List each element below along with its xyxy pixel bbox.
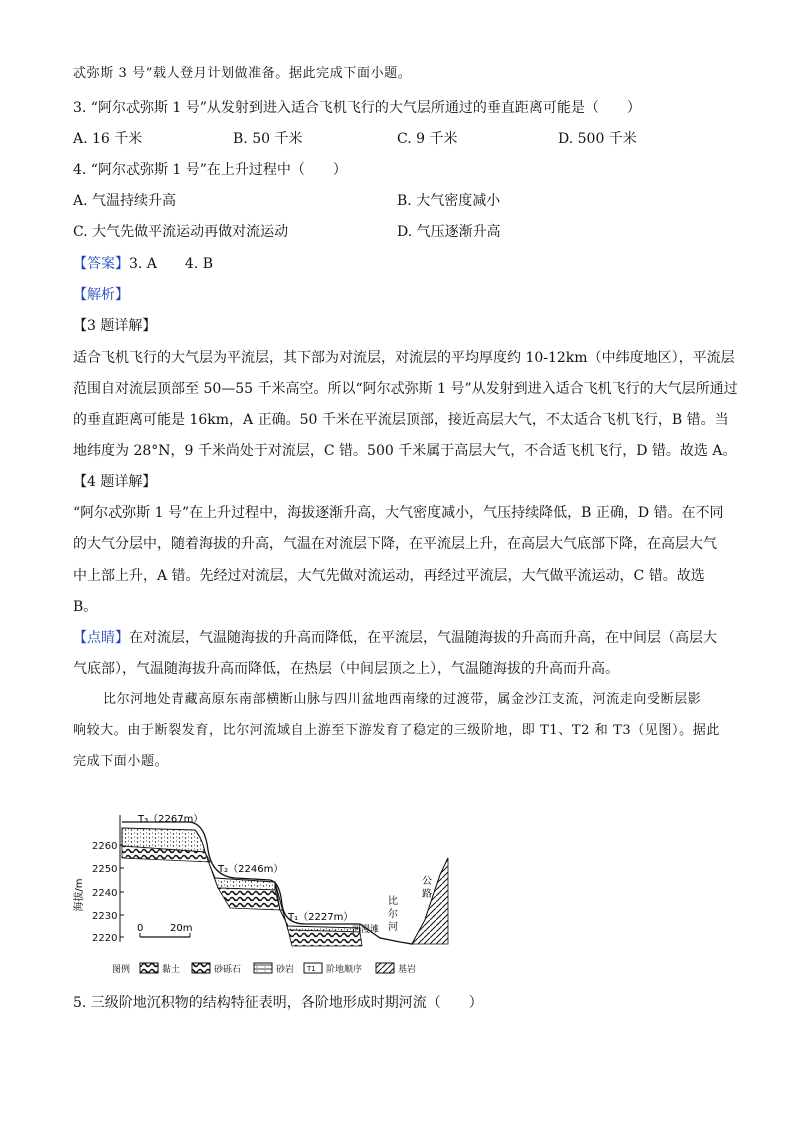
road-label: 公 — [422, 876, 432, 887]
t3-label: T₃（2267m） — [138, 814, 204, 825]
floodplain-label: 河漫滩 — [352, 925, 380, 935]
question-5-stem: 5. 三级阶地沉积物的结构特征表明，各阶地形成时期河流（ ） — [73, 995, 483, 1011]
river-label: 比 — [388, 896, 398, 907]
q4-option-a[interactable]: A. 气温持续升高 — [73, 193, 177, 209]
legend-item: 砂砾石 — [214, 965, 242, 975]
q4-option-b[interactable]: B. 大气密度减小 — [397, 193, 501, 209]
detail-4-label: 【4 题详解】 — [73, 474, 157, 490]
tip-line: 气底部），气温随海拔升高而降低，在热层（中间层顶之上），气温随海拔的升高而升高。 — [73, 661, 619, 677]
detail-3-line: 地纬度为 28°N，9 千米尚处于对流层，C 错。500 千米属于高层大气，不合适飞机飞行，D 错。故选 A。 — [73, 443, 737, 459]
y-tick-label: 2250 — [92, 864, 118, 875]
tip-line — [73, 628, 717, 648]
clay-icon — [140, 963, 158, 973]
scale-length: 20m — [170, 923, 193, 934]
detail-4-line: B。 — [73, 599, 98, 615]
answer-text: 3. A 4. B — [129, 256, 214, 272]
intro-tail: 忒弥斯 3 号”载人登月计划做准备。据此完成下面小题。 — [73, 66, 412, 81]
y-axis-ticks — [92, 841, 124, 944]
gravel-icon — [192, 963, 210, 973]
q4-option-d[interactable]: D. 气压逐渐升高 — [397, 224, 501, 240]
t1-gravel-layer — [288, 930, 362, 946]
detail-3-label: 【3 题详解】 — [73, 318, 157, 334]
answer-line — [73, 254, 213, 274]
detail-3-line: 的垂直距离可能是 16km，A 正确。50 千米在平流层顶部，接近高层大气，不太适合飞机飞行，B 错。当 — [73, 412, 729, 428]
question-3-stem: 3. “阿尔忒弥斯 1 号”从发射到进入适合飞机飞行的大气层所通过的垂直距离可能是（ ） — [73, 100, 641, 116]
river-label: 河 — [388, 922, 398, 933]
q3-option-b[interactable]: B. 50 千米 — [233, 131, 303, 147]
scale-zero: 0 — [137, 923, 144, 934]
legend-item: 基岩 — [398, 965, 417, 975]
bedrock-bank — [412, 858, 448, 944]
detail-4-line: 的大气分层中，随着海拔的升高，气温在对流层下降，在平流层上升，在高层大气底部下降，在高层大气 — [73, 536, 717, 552]
answer-label: 【答案】 — [73, 256, 129, 272]
legend — [112, 963, 416, 975]
t2-label: T₂（2246m） — [218, 864, 284, 875]
y-tick-label: 2260 — [92, 841, 118, 852]
tip-label: 【点睛】 — [73, 630, 129, 646]
passage-line: 比尔河地处青藏高原东南部横断山脉与四川盆地西南缘的过渡带，属金沙江支流，河流走向受断层影 — [103, 692, 702, 707]
tip-text: 在对流层，气温随海拔的升高而降低，在平流层，气温随海拔的升高而升高，在中间层（高层大 — [129, 630, 717, 646]
legend-item: 黏土 — [162, 965, 181, 975]
detail-4-line: “阿尔忒弥斯 1 号”在上升过程中，海拔逐渐升高，大气密度减小，气压持续降低，B 正确，D 错。在不同 — [73, 505, 724, 521]
detail-4-line: 中上部上升，A 错。先经过对流层，大气先做对流运动，再经过平流层，大气做平流运动，C 错。故选 — [73, 568, 705, 584]
detail-3-line: 范围自对流层顶部至 50—55 千米高空。所以“阿尔忒弥斯 1 号”从发射到进入适合飞机飞行的大气层所通过 — [73, 381, 738, 397]
detail-3-line: 适合飞机飞行的大气层为平流层，其下部为对流层，对流层的平均厚度约 10-12km（中纬度地区），平流层 — [73, 350, 735, 366]
sandstone-icon — [254, 963, 272, 973]
river-label: 尔 — [388, 909, 398, 920]
passage-line: 完成下面小题。 — [73, 754, 169, 769]
q3-option-d[interactable]: D. 500 千米 — [558, 131, 637, 147]
bedrock-icon — [376, 963, 394, 973]
q4-option-c[interactable]: C. 大气先做平流运动再做对流运动 — [73, 224, 289, 240]
terrace-figure — [70, 800, 470, 985]
question-4-stem: 4. “阿尔忒弥斯 1 号”在上升过程中（ ） — [73, 162, 347, 178]
y-tick-label: 2240 — [92, 888, 118, 899]
analysis-label: 【解析】 — [73, 287, 129, 303]
y-tick-label: 2220 — [92, 933, 118, 944]
y-axis-label: 海拔/m — [74, 878, 85, 912]
legend-item: 阶地顺序 — [326, 965, 363, 975]
q3-option-c[interactable]: C. 9 千米 — [397, 131, 458, 147]
t1-label: T₁（2227m） — [288, 912, 354, 923]
legend-item: 砂岩 — [276, 965, 295, 975]
road-label: 路 — [422, 889, 432, 900]
q3-option-a[interactable]: A. 16 千米 — [73, 131, 143, 147]
legend-title: 图例 — [112, 965, 131, 975]
t2-gravel-layer — [218, 888, 280, 910]
passage-line: 响较大。由于断裂发育，比尔河流域自上游至下游发育了稳定的三级阶地，即 T1、T2 和 T3（见图）。据此 — [73, 723, 720, 738]
terrace-order-icon-text: T1 — [307, 965, 316, 973]
y-tick-label: 2230 — [92, 911, 118, 922]
